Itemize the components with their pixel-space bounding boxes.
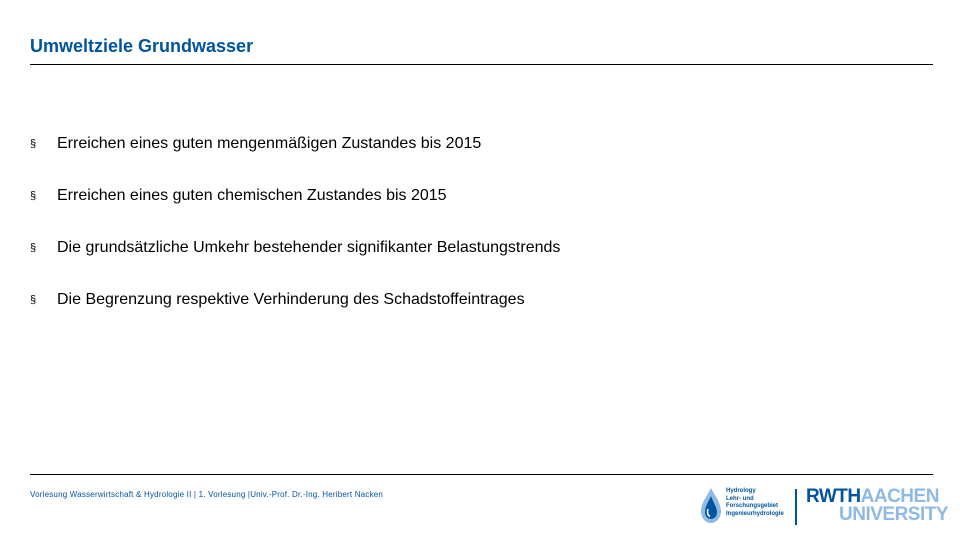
hydrology-logo-text [726,488,784,518]
logo-separator [795,489,797,525]
bullet-marker-icon: § [30,190,37,202]
bullet-text: Erreichen eines guten mengenmäßigen Zustandes bis 2015 [57,135,482,152]
footer-divider [30,474,933,475]
hydrology-logo-line: Lehr- und [726,495,754,502]
hydrology-logo [700,487,784,525]
water-drop-icon [700,487,722,525]
rwth-logo-rwth: RWTH [806,486,861,507]
title-divider [30,64,933,65]
bullet-text: Die grundsätzliche Umkehr bestehender signifikanter Belastungstrends [57,239,561,256]
footer-text: Vorlesung Wasserwirtschaft & Hydrologie II | 1. Vorlesung |Univ.-Prof. Dr.-Ing. Heribert Nacken [30,490,384,499]
rwth-aachen-logo [806,486,949,526]
hydrology-logo-line: Hydrology [726,488,756,494]
bullet-marker-icon: § [30,294,37,306]
slide-title: Umweltziele Grundwasser [30,36,254,56]
bullet-marker-icon: § [30,242,37,254]
hydrology-logo-line: Ingenieurhydrologie [726,510,784,517]
rwth-logo-university: UNIVERSITY [839,504,949,525]
bullet-marker-icon: § [30,138,37,150]
bullet-text: Erreichen eines guten chemischen Zustandes bis 2015 [57,187,447,204]
bullet-text: Die Begrenzung respektive Verhinderung des Schadstoffeintrages [57,291,525,308]
hydrology-logo-line: Forschungsgebiet [726,503,779,510]
rwth-logo-aachen: AACHEN [860,486,939,507]
